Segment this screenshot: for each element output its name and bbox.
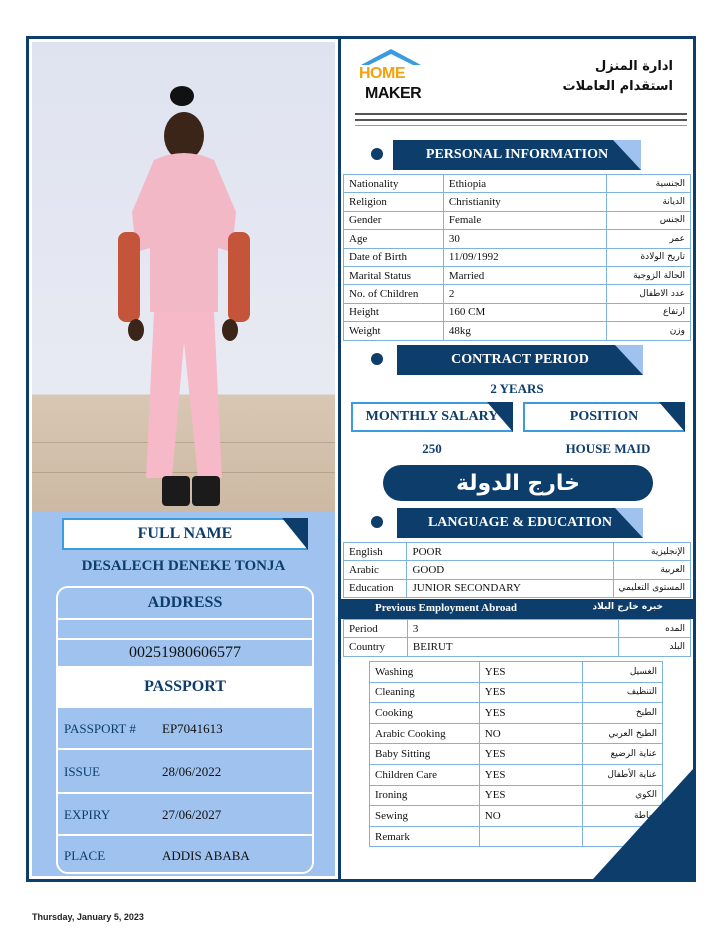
- table-row: [344, 266, 691, 284]
- row-label: Remark: [370, 826, 480, 847]
- table-row: [370, 723, 663, 744]
- row-label: Marital Status: [344, 266, 444, 284]
- full-name-label: FULL NAME: [137, 525, 233, 542]
- row-label: Country: [344, 638, 408, 656]
- table-row: [344, 543, 691, 561]
- arabic-title-line2: استقدام العاملات: [562, 79, 673, 94]
- language-education-heading-text: LANGUAGE & EDUCATION: [427, 515, 613, 530]
- bullet-dot: [371, 353, 383, 365]
- row-value: Christianity: [443, 193, 606, 211]
- row-label: Children Care: [370, 764, 480, 785]
- row-label: Age: [344, 230, 444, 248]
- row-arabic-label: المده: [619, 620, 691, 638]
- row-value: JUNIOR SECONDARY: [407, 579, 613, 597]
- abroad-label: خارج الدولة: [383, 465, 653, 501]
- previous-employment-table: [343, 619, 691, 657]
- homemaker-logo: [355, 49, 425, 107]
- contract-period-heading-text: CONTRACT PERIOD: [451, 352, 589, 367]
- personal-info-table: [343, 174, 691, 341]
- passport-heading: PASSPORT: [144, 678, 226, 695]
- row-arabic-label: الجنسية: [607, 175, 691, 193]
- address-label: ADDRESS: [147, 594, 223, 611]
- contract-period-heading: [397, 345, 643, 375]
- table-row: [344, 579, 691, 597]
- personal-info-heading: [393, 140, 641, 170]
- row-value: GOOD: [407, 561, 613, 579]
- row-label: Arabic Cooking: [370, 723, 480, 744]
- cv-frame: [26, 36, 696, 882]
- table-row: [370, 682, 663, 703]
- previous-employment-heading-text: Previous Employment Abroad: [375, 602, 517, 614]
- row-arabic-label: ارتفاع: [607, 303, 691, 321]
- header-divider: [355, 125, 687, 126]
- bullet-dot: [371, 148, 383, 160]
- row-value: YES: [479, 662, 582, 683]
- row-label: Ironing: [370, 785, 480, 806]
- monthly-salary-value: 250: [422, 441, 442, 456]
- row-arabic-label: البلد: [619, 638, 691, 656]
- table-row: [344, 211, 691, 229]
- row-arabic-label: العربية: [613, 561, 690, 579]
- row-arabic-label: الطبخ: [583, 703, 663, 724]
- row-label: Nationality: [344, 175, 444, 193]
- row-label: Height: [344, 303, 444, 321]
- row-arabic-label: الحالة الزوجية: [607, 266, 691, 284]
- row-value: 3: [407, 620, 618, 638]
- row-arabic-label: الطبخ العربي: [583, 723, 663, 744]
- passport-number-value: EP7041613: [162, 721, 223, 736]
- arabic-title-line1: ادارة المنزل: [595, 59, 673, 74]
- table-row: [344, 248, 691, 266]
- row-arabic-label: خياطة: [583, 806, 663, 827]
- row-arabic-label: عناية الأطفال: [583, 764, 663, 785]
- left-column: [29, 39, 338, 879]
- language-education-heading: [397, 508, 643, 538]
- row-arabic-label: وزن: [607, 322, 691, 340]
- issue-label: ISSUE: [64, 764, 101, 779]
- position-heading-text: POSITION: [569, 409, 639, 424]
- row-value: YES: [479, 703, 582, 724]
- row-label: Religion: [344, 193, 444, 211]
- previous-employment-heading-arabic: خبره خارج البلاد: [592, 602, 663, 612]
- row-label: English: [344, 543, 407, 561]
- header-divider: [355, 113, 687, 115]
- row-label: Period: [344, 620, 408, 638]
- row-arabic-label: الإنجليزية: [613, 543, 690, 561]
- row-value: 48kg: [443, 322, 606, 340]
- table-row: [344, 561, 691, 579]
- table-row: [370, 662, 663, 683]
- row-value: POOR: [407, 543, 613, 561]
- monthly-salary-heading: [351, 402, 513, 432]
- language-table: [343, 542, 691, 598]
- table-row: [344, 175, 691, 193]
- logo-maker-text: MAKER: [365, 85, 422, 102]
- row-label: Sewing: [370, 806, 480, 827]
- row-value: [479, 826, 582, 847]
- right-column: [341, 39, 693, 879]
- logo-home-text: HOME: [359, 65, 405, 82]
- expiry-label: EXPIRY: [64, 807, 111, 822]
- row-arabic-label: المستوى التعليمي: [613, 579, 690, 597]
- row-arabic-label: عناية الرضيع: [583, 744, 663, 765]
- row-label: Baby Sitting: [370, 744, 480, 765]
- row-label: Date of Birth: [344, 248, 444, 266]
- row-arabic-label: الغسيل: [583, 662, 663, 683]
- row-value: 11/09/1992: [443, 248, 606, 266]
- full-name-heading: [62, 518, 308, 550]
- header-divider: [355, 119, 687, 121]
- row-value: YES: [479, 744, 582, 765]
- place-value: ADDIS ABABA: [162, 848, 250, 863]
- row-value: 2: [443, 285, 606, 303]
- row-label: Washing: [370, 662, 480, 683]
- row-arabic-label: تاريخ الولادة: [607, 248, 691, 266]
- place-label: PLACE: [64, 848, 106, 863]
- row-value: 30: [443, 230, 606, 248]
- table-row: [344, 638, 691, 656]
- row-arabic-label: الديانة: [607, 193, 691, 211]
- table-row: [344, 193, 691, 211]
- table-row: [344, 230, 691, 248]
- row-arabic-label: عمر: [607, 230, 691, 248]
- candidate-details-panel: [32, 512, 335, 876]
- row-value: Married: [443, 266, 606, 284]
- footer-date: Thursday, January 5, 2023: [32, 912, 144, 922]
- arabic-agency-title: [563, 57, 673, 97]
- row-value: YES: [479, 764, 582, 785]
- row-label: No. of Children: [344, 285, 444, 303]
- row-value: Female: [443, 211, 606, 229]
- monthly-salary-heading-text: MONTHLY SALARY: [365, 409, 499, 424]
- personal-info-heading-text: PERSONAL INFORMATION: [425, 147, 609, 162]
- row-arabic-label: الجنس: [607, 211, 691, 229]
- table-row: [344, 322, 691, 340]
- position-heading: [523, 402, 685, 432]
- table-row: [370, 703, 663, 724]
- row-value: NO: [479, 806, 582, 827]
- full-name-value: DESALECH DENEKE TONJA: [81, 558, 286, 574]
- table-row: [370, 744, 663, 765]
- row-label: Education: [344, 579, 407, 597]
- previous-employment-heading: [341, 599, 693, 619]
- row-value: 160 CM: [443, 303, 606, 321]
- row-value: YES: [479, 682, 582, 703]
- table-row: [344, 303, 691, 321]
- table-row: [344, 620, 691, 638]
- phone-value: 00251980606577: [129, 644, 241, 661]
- row-value: YES: [479, 785, 582, 806]
- row-arabic-label: عدد الاطفال: [607, 285, 691, 303]
- row-label: Weight: [344, 322, 444, 340]
- bullet-dot: [371, 516, 383, 528]
- row-label: Arabic: [344, 561, 407, 579]
- row-label: Cleaning: [370, 682, 480, 703]
- row-arabic-label: الكوي: [583, 785, 663, 806]
- expiry-value: 27/06/2027: [162, 807, 222, 822]
- row-arabic-label: التنظيف: [583, 682, 663, 703]
- contract-period-value: 2 YEARS: [490, 381, 544, 396]
- row-value: BEIRUT: [407, 638, 618, 656]
- row-label: Cooking: [370, 703, 480, 724]
- passport-number-label: PASSPORT #: [64, 721, 136, 736]
- issue-value: 28/06/2022: [162, 764, 222, 779]
- row-label: Gender: [344, 211, 444, 229]
- address-passport-card: [56, 586, 314, 874]
- row-value: NO: [479, 723, 582, 744]
- candidate-photo: [32, 42, 335, 512]
- position-value: HOUSE MAID: [565, 441, 651, 456]
- corner-decoration: [593, 769, 693, 879]
- table-row: [344, 285, 691, 303]
- row-value: Ethiopia: [443, 175, 606, 193]
